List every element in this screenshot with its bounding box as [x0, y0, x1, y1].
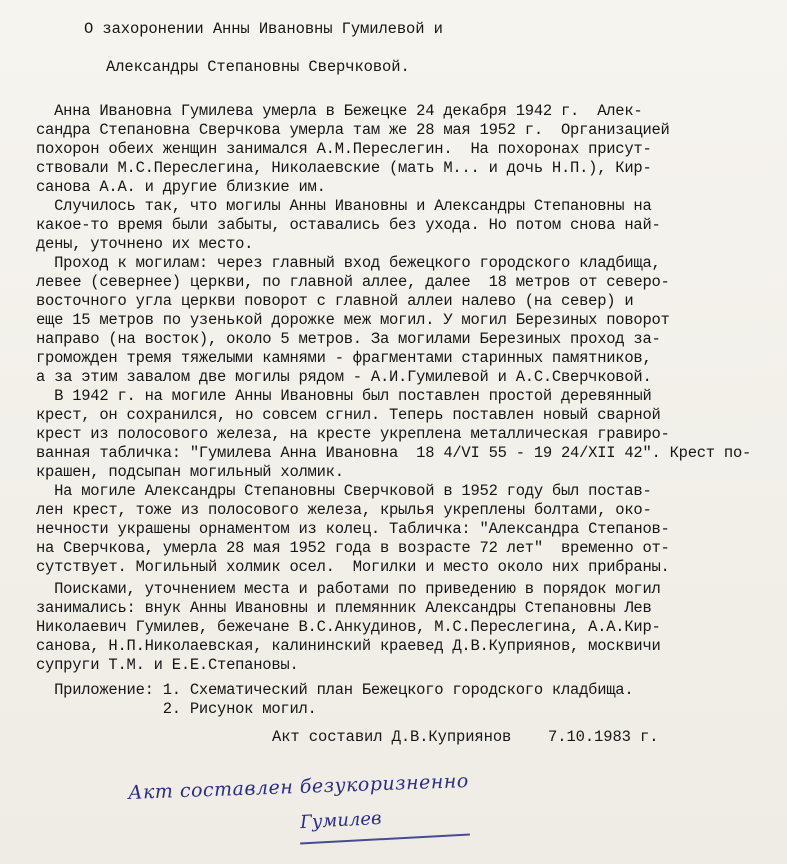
body-line: занимались: внук Анны Ивановны и племянник Александры Степановны Лев: [36, 599, 652, 617]
body-line: Проход к могилам: через главный вход бежецкого городского кладбища,: [36, 254, 661, 272]
body-line: левее (севернее) церкви, по главной аллее, далее 18 метров от северо-: [36, 273, 670, 291]
body-line: санова, Н.П.Николаевская, калининский краевед Д.В.Куприянов, москвичи: [36, 637, 661, 655]
body-line: громожден тремя тяжелыми камнями - фрагментами старинных памятников,: [36, 349, 652, 367]
body-line: дены, уточнено их место.: [36, 235, 254, 253]
document-title-line-2: Александры Степановны Сверчковой.: [106, 58, 410, 76]
body-line: На могиле Александры Степановны Сверчковой в 1952 году был постав-: [36, 482, 652, 500]
body-line: лен крест, тоже из полосового железа, крылья укреплены болтами, око-: [36, 501, 652, 519]
body-line: а за этим завалом две могилы рядом - А.И.Гумилевой и А.С.Сверчковой.: [36, 368, 652, 386]
body-line: Анна Ивановна Гумилева умерла в Бежецке 24 декабря 1942 г. Алек-: [36, 102, 643, 120]
document-title-line-1: О захоронении Анны Ивановны Гумилевой и: [84, 20, 443, 38]
body-line: Поисками, уточнением места и работами по приведению в порядок могил: [36, 580, 661, 598]
handwritten-note: Акт составлен безукоризненно: [127, 770, 470, 804]
body-line: крашен, подсыпан могильный холмик.: [36, 463, 344, 481]
body-line: нечности украшены орнаментом из колец. Табличка: "Александра Степанов-: [36, 520, 670, 538]
body-line: В 1942 г. на могиле Анны Ивановны был поставлен простой деревянный: [36, 387, 652, 405]
body-line: Николаевич Гумилев, бежечане В.С.Анкудинов, М.С.Переслегина, А.А.Кир-: [36, 618, 661, 636]
appendix-line-1: Приложение: 1. Схематический план Бежецкого городского кладбища.: [36, 681, 634, 699]
body-line: на Сверчкова, умерла 28 мая 1952 года в возрасте 72 лет" временно от-: [36, 539, 670, 557]
body-line: крест из полосового железа, на кресте укреплена металлическая гравиро-: [36, 425, 670, 443]
body-line: похорон обеих женщин занимался А.М.Переслегин. На похоронах присут-: [36, 140, 652, 158]
body-line: крест, он сохранился, но совсем сгнил. Теперь поставлен новый сварной: [36, 406, 661, 424]
body-line: санова А.А. и другие близкие им.: [36, 178, 326, 196]
signature-underline: [300, 834, 470, 845]
body-line: сандра Степановна Сверчкова умерла там же 28 мая 1952 г. Организацией: [36, 121, 670, 139]
body-line: направо (на восток), около 5 метров. За могилами Березиных проход за-: [36, 330, 661, 348]
body-line: ванная табличка: "Гумилева Анна Ивановна 18 4/VI 55 - 19 24/XII 42". Крест по-: [36, 444, 752, 462]
body-line: супруги Т.М. и Е.Е.Степановы.: [36, 656, 299, 674]
act-signature-line: Акт составил Д.В.Куприянов 7.10.1983 г.: [272, 728, 659, 746]
handwritten-signature: Гумилев: [299, 807, 382, 834]
appendix-line-2: 2. Рисунок могил.: [36, 700, 317, 718]
body-line: восточного угла церкви поворот с главной аллеи налево (на север) и: [36, 292, 634, 310]
body-line: еще 15 метров по узенькой дорожке меж могил. У могил Березиных поворот: [36, 311, 670, 329]
body-line: ствовали М.С.Переслегина, Николаевские (мать М... и дочь Н.П.), Кир-: [36, 159, 652, 177]
body-line: какое-то время были забыты, оставались без ухода. Но потом снова най-: [36, 216, 661, 234]
body-line: сутствует. Могильный холмик осел. Могилки и место около них прибраны.: [36, 558, 670, 576]
body-line: Случилось так, что могилы Анны Ивановны и Александры Степановны на: [36, 197, 652, 215]
